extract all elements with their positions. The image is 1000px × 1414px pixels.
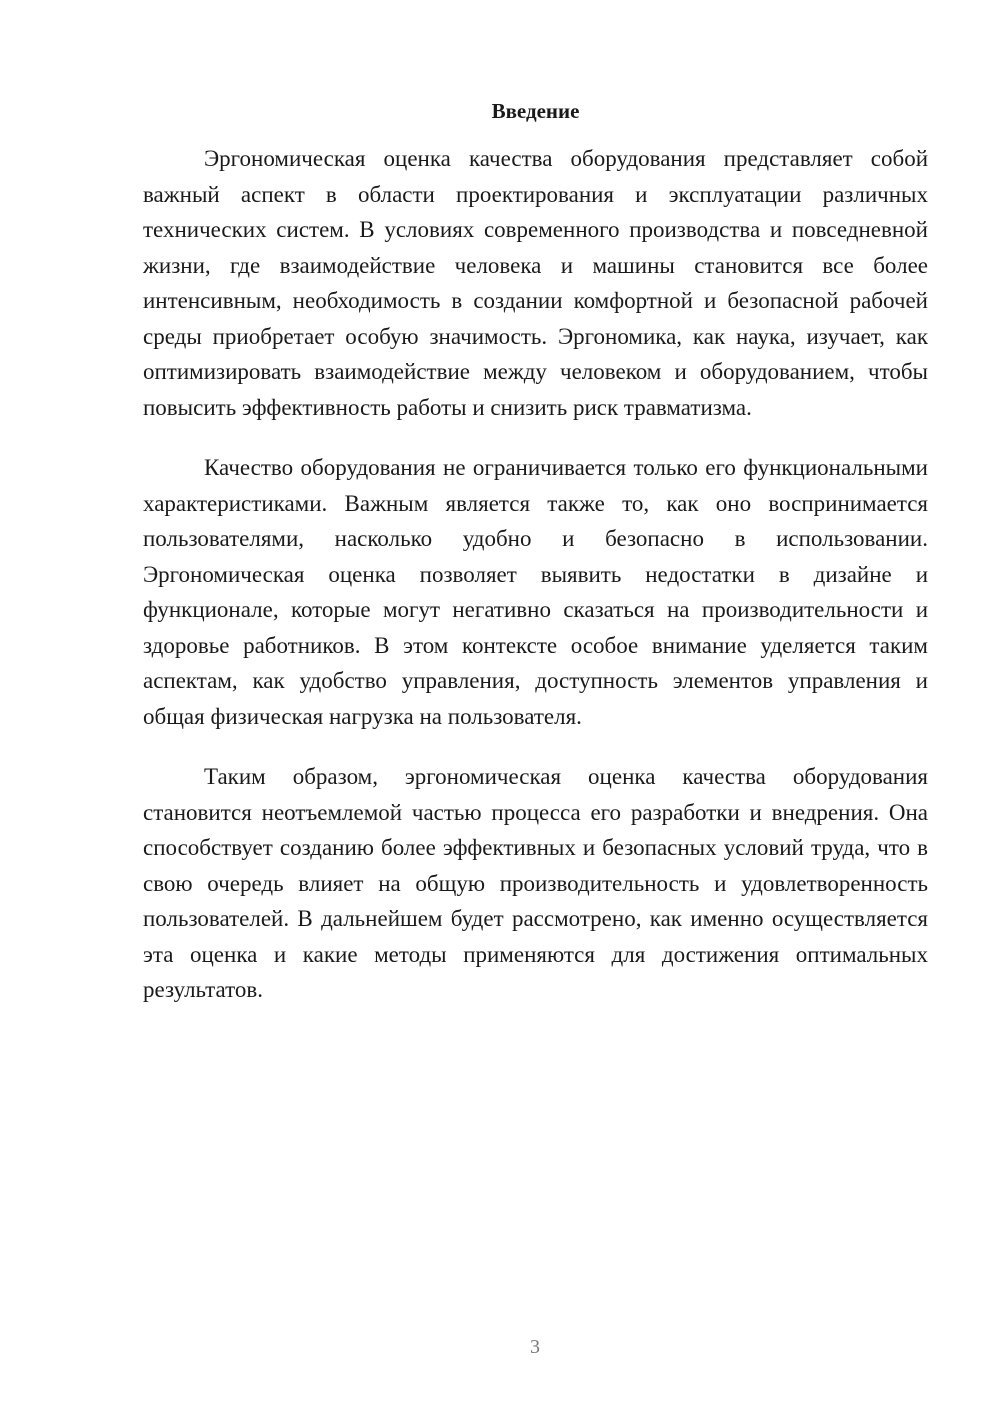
paragraph: Таким образом, эргономическая оценка качества оборудования становится неотъемлемой частью процесса его разработки и внедрения. Она способствует созданию более эффективных и безопасных условий труда, что в свою очередь влияет на общую производительность и удовлетворенность пользователей. В дальнейшем будет рассмотрено, как именно осуществляется эта оценка и какие методы применяются для достижения оптимальных результатов. bbox=[143, 764, 928, 1002]
paragraph: Эргономическая оценка качества оборудования представляет собой важный аспект в области проектирования и эксплуатации различных технических систем. В условиях современного производства и повседневной жизни, где взаимодействие человека и машины становится все более интенсивным, необходимость в создании комфортной и безопасной рабочей среды приобретает особую значимость. Эргономика, как наука, изучает, как оптимизировать взаимодействие между человеком и оборудованием, чтобы повысить эффективность работы и снизить риск травматизма. bbox=[143, 146, 928, 420]
document-body bbox=[143, 141, 928, 1033]
paragraph: Качество оборудования не ограничивается только его функциональными характеристиками. Важным является также то, как оно воспринимается пользователями, насколько удобно и безопасно в использовании. Эргономическая оценка позволяет выявить недостатки в дизайне и функционале, которые могут негативно сказаться на производительности и здоровье работников. В этом контексте особое внимание уделяется таким аспектам, как удобство управления, доступность элементов управления и общая физическая нагрузка на пользователя. bbox=[143, 455, 928, 729]
section-title: Введение bbox=[491, 99, 580, 123]
page-number: 3 bbox=[530, 1336, 540, 1358]
